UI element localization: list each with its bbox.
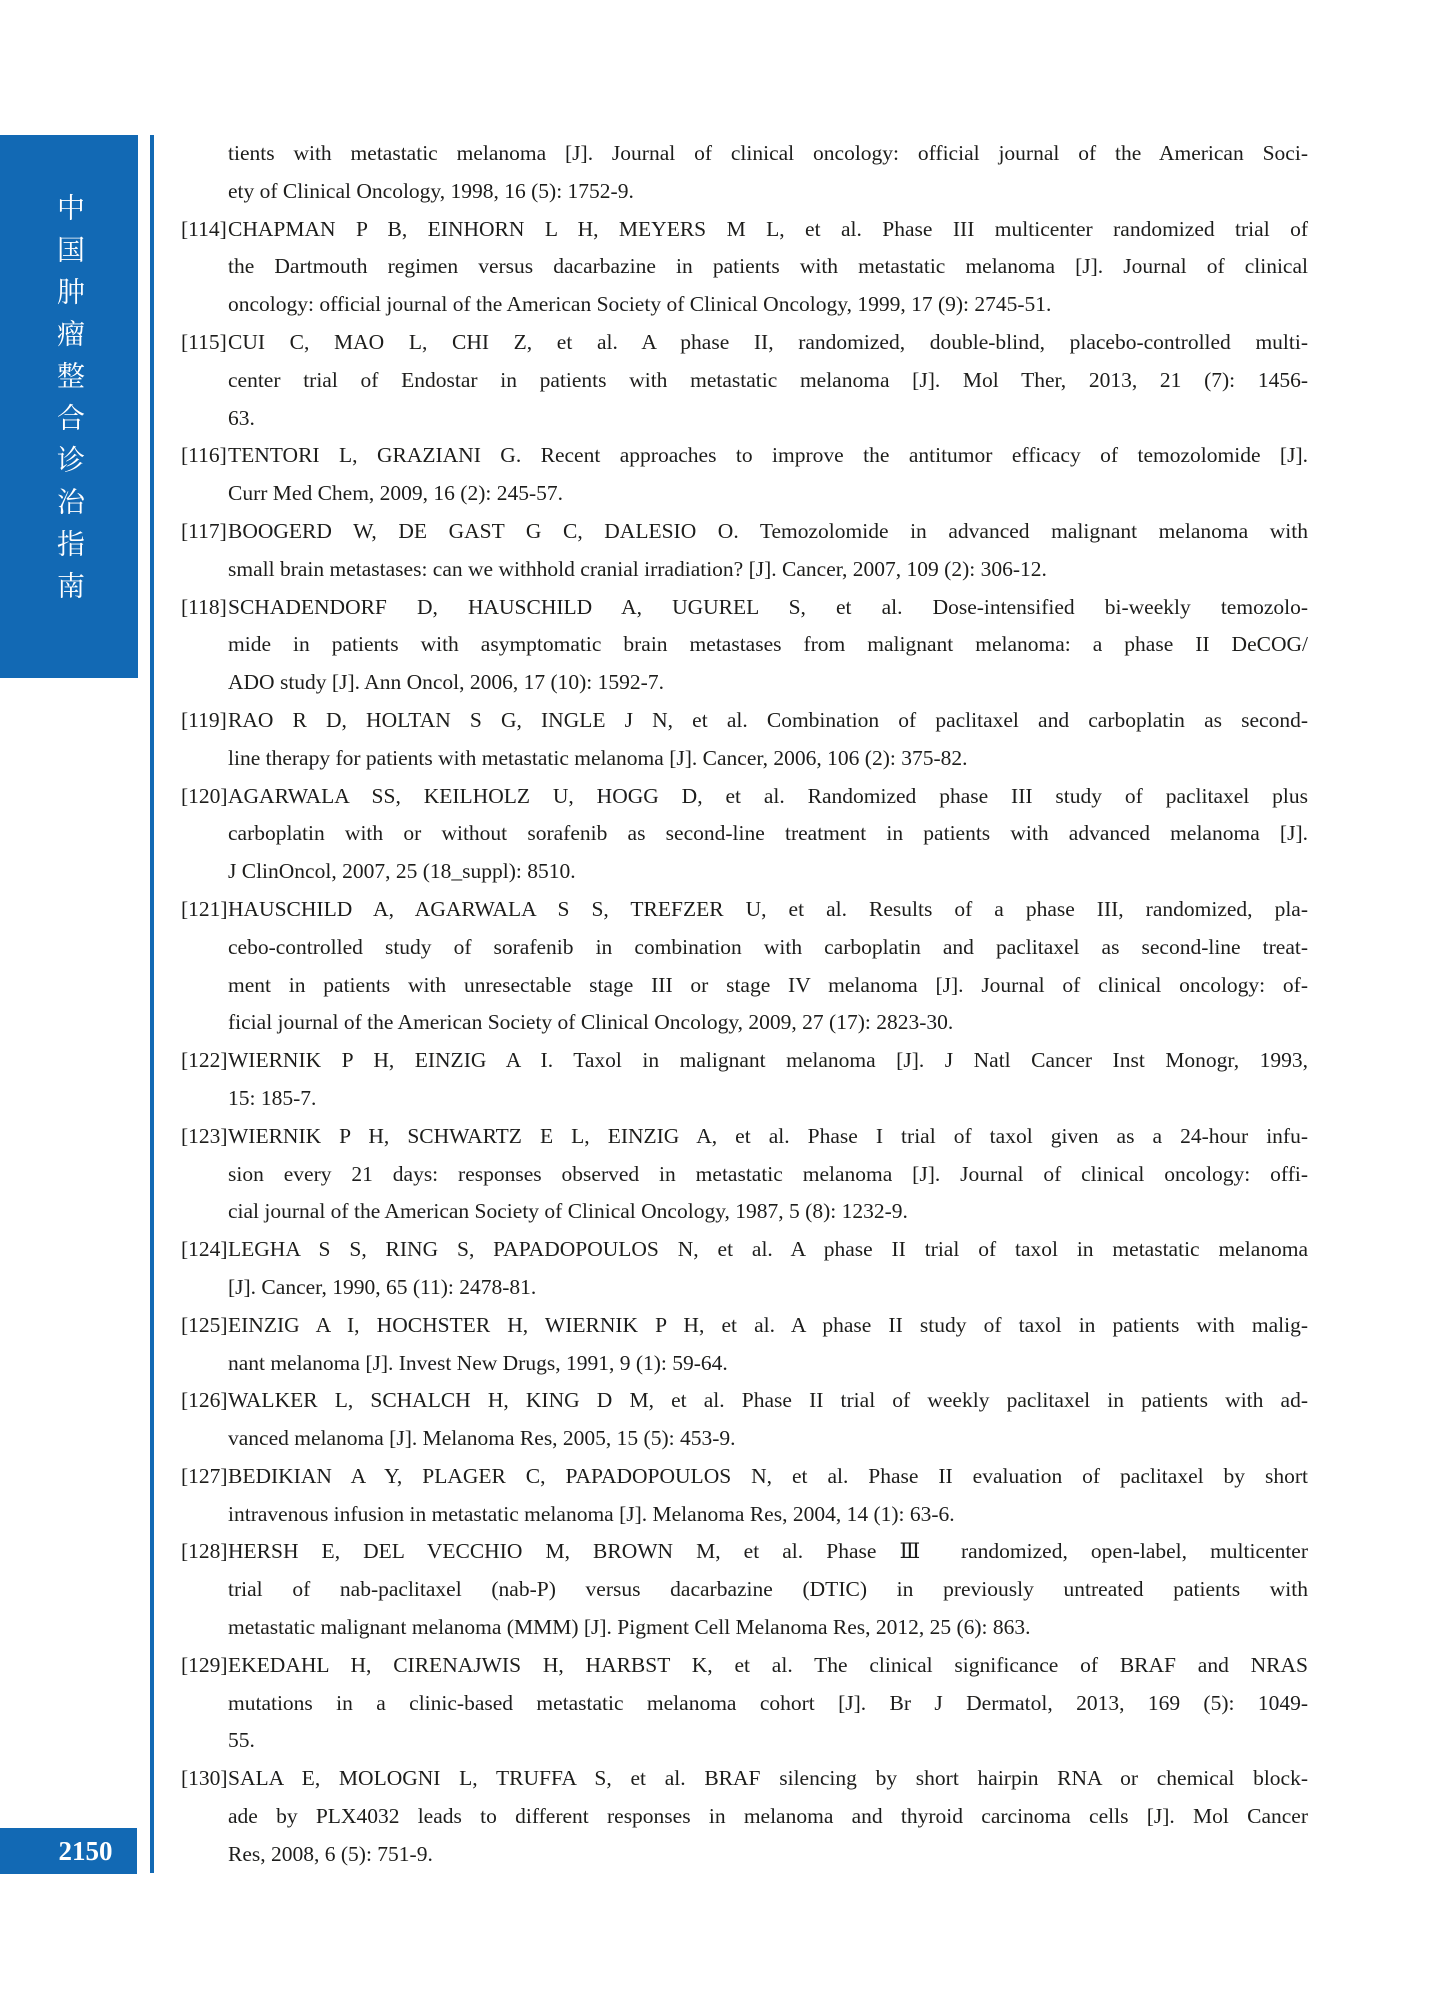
reference-line: oncology: official journal of the American Society of Clinical Oncology, 1999, 17 (9): 2745-51.: [228, 292, 1052, 317]
reference-line: [181, 437, 1308, 475]
reference-entry: [181, 1533, 1308, 1646]
reference-line: J ClinOncol, 2007, 25 (18_suppl): 8510.: [228, 859, 576, 884]
reference-line: [181, 891, 1308, 929]
reference-line: metastatic malignant melanoma (MMM) [J]. Pigment Cell Melanoma Res, 2012, 25 (6): 863.: [228, 1615, 1031, 1640]
reference-text: CUI C, MAO L, CHI Z, et al. A phase II, randomized, double-blind, placebo-controlled multi-: [228, 329, 1308, 354]
reference-line: ADO study [J]. Ann Oncol, 2006, 17 (10): 1592-7.: [228, 670, 664, 695]
reference-number-label: [114]: [181, 216, 227, 241]
reference-line: sion every 21 days: responses observed in metastatic melanoma [J]. Journal of clinical oncology: offi-: [228, 1161, 1308, 1186]
reference-text: AGARWALA SS, KEILHOLZ U, HOGG D, et al. Randomized phase III study of paclitaxel plus: [228, 783, 1308, 808]
reference-number-label: [127]: [181, 1463, 228, 1488]
reference-number-label: [116]: [181, 443, 227, 468]
reference-entry: [181, 1382, 1308, 1458]
reference-line: ficial journal of the American Society of Clinical Oncology, 2009, 27 (17): 2823-30.: [228, 1010, 954, 1035]
reference-line: [181, 778, 1308, 816]
reference-line: Res, 2008, 6 (5): 751-9.: [228, 1841, 433, 1866]
reference-line: [181, 1042, 1308, 1080]
reference-line: 15: 185-7.: [228, 1085, 317, 1110]
reference-number-label: [128]: [181, 1539, 228, 1564]
reference-line: [J]. Cancer, 1990, 65 (11): 2478-81.: [228, 1274, 537, 1299]
reference-line: line therapy for patients with metastatic melanoma [J]. Cancer, 2006, 106 (2): 375-82.: [228, 745, 968, 770]
reference-entry: [181, 1458, 1308, 1534]
reference-entry: [181, 211, 1308, 324]
reference-entry: [181, 1042, 1308, 1118]
reference-line: vanced melanoma [J]. Melanoma Res, 2005, 15 (5): 453-9.: [228, 1426, 736, 1451]
reference-entry: [181, 778, 1308, 891]
reference-text: LEGHA S S, RING S, PAPADOPOULOS N, et al. A phase II trial of taxol in metastatic melanoma: [228, 1237, 1308, 1262]
reference-number-label: [115]: [181, 329, 227, 354]
reference-line: small brain metastases: can we withhold cranial irradiation? [J]. Cancer, 2007, 109 (2): 306-12.: [228, 556, 1047, 581]
reference-line: [181, 702, 1308, 740]
reference-line: mutations in a clinic-based metastatic melanoma cohort [J]. Br J Dermatol, 2013, 169 (5): 1049-: [228, 1690, 1308, 1715]
reference-line: mide in patients with asymptomatic brain metastases from malignant melanoma: a phase II DeCOG/: [228, 632, 1308, 657]
reference-text: TENTORI L, GRAZIANI G. Recent approaches to improve the antitumor efficacy of temozolomide [J].: [228, 443, 1308, 468]
reference-text: WALKER L, SCHALCH H, KING D M, et al. Phase II trial of weekly paclitaxel in patients with ad-: [228, 1388, 1308, 1413]
reference-line: carboplatin with or without sorafenib as second-line treatment in patients with advanced melanoma [J].: [228, 821, 1308, 846]
reference-number-label: [124]: [181, 1237, 228, 1262]
reference-text: RAO R D, HOLTAN S G, INGLE J N, et al. Combination of paclitaxel and carboplatin as second-: [228, 707, 1308, 732]
reference-line: [181, 1307, 1308, 1345]
reference-entry: [181, 1231, 1308, 1307]
reference-line: tients with metastatic melanoma [J]. Journal of clinical oncology: official journal of the American Soci-: [228, 141, 1308, 165]
reference-entry: [181, 513, 1308, 589]
reference-line: ety of Clinical Oncology, 1998, 16 (5): 1752-9.: [228, 178, 634, 203]
reference-line: [181, 513, 1308, 551]
reference-number-label: [123]: [181, 1123, 228, 1148]
sidebar-book-title-banner: [0, 135, 138, 678]
reference-line: Curr Med Chem, 2009, 16 (2): 245-57.: [228, 481, 564, 506]
reference-line: nant melanoma [J]. Invest New Drugs, 1991, 9 (1): 59-64.: [228, 1350, 728, 1375]
references-list: [181, 135, 1308, 1874]
book-title-vertical-text: 中国肿瘤整合诊治指南: [53, 193, 86, 613]
reference-line: ade by PLX4032 leads to different responses in melanoma and thyroid carcinoma cells [J]. Mol Cancer: [228, 1804, 1308, 1829]
reference-entry: [181, 1647, 1308, 1760]
reference-entry: [181, 891, 1308, 1042]
reference-entry: [181, 1307, 1308, 1383]
vertical-divider: [150, 135, 154, 1873]
reference-line: [181, 1231, 1308, 1269]
reference-text: BEDIKIAN A Y, PLAGER C, PAPADOPOULOS N, et al. Phase II evaluation of paclitaxel by short: [228, 1463, 1308, 1488]
reference-number-label: [119]: [181, 707, 227, 732]
reference-entry: [181, 702, 1308, 778]
page-number-badge: [0, 1828, 137, 1874]
reference-line: [181, 1118, 1308, 1156]
reference-number-label: [117]: [181, 518, 227, 543]
reference-line: [181, 1458, 1308, 1496]
reference-line: cial journal of the American Society of Clinical Oncology, 1987, 5 (8): 1232-9.: [228, 1199, 908, 1224]
reference-line: intravenous infusion in metastatic melanoma [J]. Melanoma Res, 2004, 14 (1): 63-6.: [228, 1501, 955, 1526]
reference-entry: [181, 1760, 1308, 1873]
reference-text: HERSH E, DEL VECCHIO M, BROWN M, et al. Phase Ⅲ randomized, open-label, multicenter: [228, 1539, 1308, 1564]
reference-line: the Dartmouth regimen versus dacarbazine in patients with metastatic melanoma [J]. Journal of clinical: [228, 254, 1308, 279]
reference-line: [181, 1760, 1308, 1798]
reference-entry: [228, 135, 1308, 211]
reference-entry: [181, 589, 1308, 702]
reference-text: SALA E, MOLOGNI L, TRUFFA S, et al. BRAF silencing by short hairpin RNA or chemical block-: [228, 1766, 1308, 1791]
reference-entry: [181, 437, 1308, 513]
reference-number-label: [122]: [181, 1048, 228, 1073]
reference-number-label: [130]: [181, 1766, 228, 1791]
reference-number-label: [121]: [181, 896, 228, 921]
reference-number-label: [126]: [181, 1388, 228, 1413]
reference-line: 55.: [228, 1728, 255, 1753]
reference-entry: [181, 324, 1308, 437]
reference-number-label: [118]: [181, 594, 227, 619]
page-number: 2150: [58, 1835, 113, 1866]
reference-line: center trial of Endostar in patients with metastatic melanoma [J]. Mol Ther, 2013, 21 (7): 1456-: [228, 367, 1308, 392]
reference-line: trial of nab-paclitaxel (nab-P) versus dacarbazine (DTIC) in previously untreated patients with: [228, 1577, 1308, 1602]
reference-line: [181, 324, 1308, 362]
reference-text: BOOGERD W, DE GAST G C, DALESIO O. Temozolomide in advanced malignant melanoma with: [228, 518, 1308, 543]
reference-text: WIERNIK P H, EINZIG A I. Taxol in malignant melanoma [J]. J Natl Cancer Inst Monogr, 1993,: [228, 1048, 1308, 1073]
reference-text: WIERNIK P H, SCHWARTZ E L, EINZIG A, et al. Phase I trial of taxol given as a 24-hour infu-: [228, 1123, 1308, 1148]
reference-text: EINZIG A I, HOCHSTER H, WIERNIK P H, et al. A phase II study of taxol in patients with malig-: [228, 1312, 1308, 1337]
reference-line: [181, 211, 1308, 249]
reference-line: [181, 1382, 1308, 1420]
reference-number-label: [120]: [181, 783, 228, 808]
reference-text: EKEDAHL H, CIRENAJWIS H, HARBST K, et al. The clinical significance of BRAF and NRAS: [228, 1652, 1308, 1677]
reference-line: ment in patients with unresectable stage III or stage IV melanoma [J]. Journal of clinical oncology: of-: [228, 972, 1308, 997]
reference-line: cebo-controlled study of sorafenib in combination with carboplatin and paclitaxel as second-line treat-: [228, 934, 1308, 959]
reference-text: HAUSCHILD A, AGARWALA S S, TREFZER U, et al. Results of a phase III, randomized, pla-: [228, 896, 1308, 921]
reference-line: [181, 1533, 1308, 1571]
reference-line: [181, 589, 1308, 627]
reference-text: SCHADENDORF D, HAUSCHILD A, UGUREL S, et al. Dose-intensified bi-weekly temozolo-: [228, 594, 1308, 619]
reference-number-label: [129]: [181, 1652, 228, 1677]
reference-line: 63.: [228, 405, 255, 430]
reference-line: [181, 1647, 1308, 1685]
reference-entry: [181, 1118, 1308, 1231]
reference-number-label: [125]: [181, 1312, 228, 1337]
reference-text: CHAPMAN P B, EINHORN L H, MEYERS M L, et al. Phase III multicenter randomized trial of: [228, 216, 1308, 241]
